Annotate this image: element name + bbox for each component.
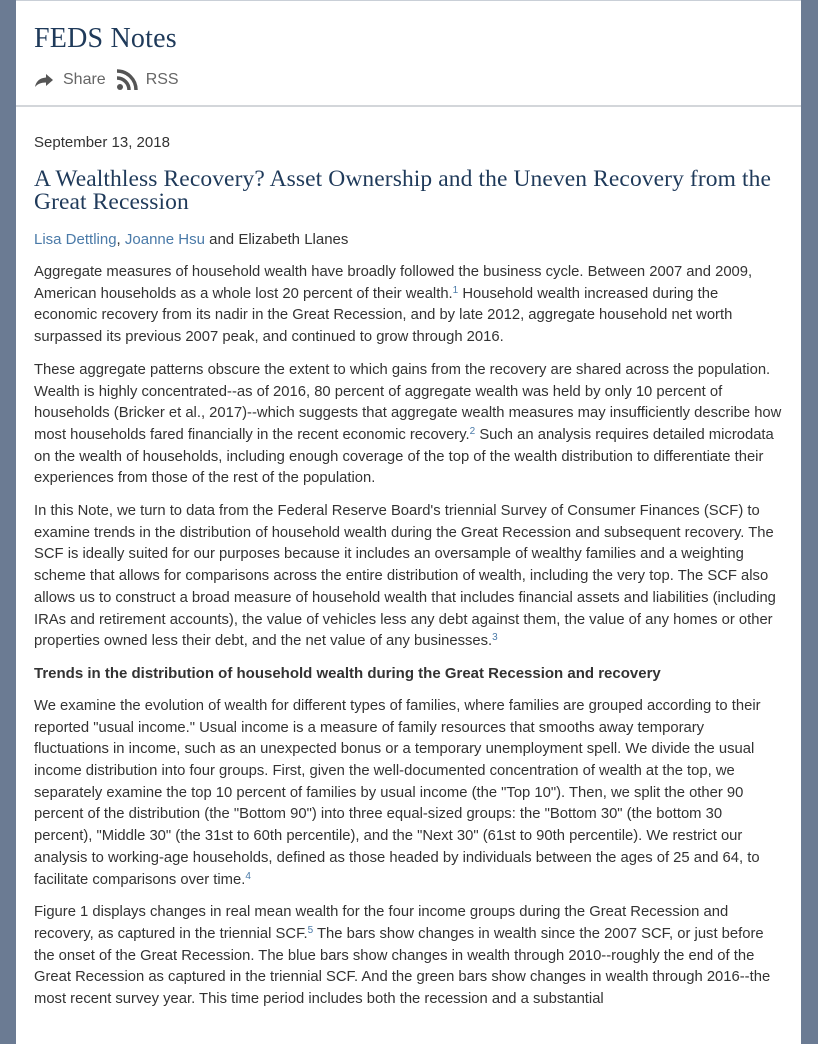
author-separator: , xyxy=(116,231,125,248)
article-date: September 13, 2018 xyxy=(34,134,170,151)
footnote-link-2[interactable]: 2 xyxy=(469,425,476,437)
article-authors xyxy=(34,230,783,250)
paragraph-text: Figure 1 displays changes in real mean wealth for the four income groups during the Great Recession and recovery, as captured in the triennial SCF. xyxy=(34,904,729,942)
footnote-link-1[interactable]: 1 xyxy=(452,284,459,296)
page xyxy=(16,0,801,1044)
rss-label: RSS xyxy=(145,71,179,88)
article-title: A Wealthless Recovery? Asset Ownership and the Uneven Recovery from the Great Recession xyxy=(34,166,771,215)
share-arrow-icon xyxy=(34,72,54,88)
paragraph-text: We examine the evolution of wealth for different types of families, where families are grouped according to their reported "usual income." Usual income is a measure of family resources that smooths away temporary fluctuations in income, such as an unexpected bonus or a temporary unemployment spell. We divide the usual income distribution into four groups. First, given the well-documented concentration of wealth at the top, we separately examine the top 10 percent of families by usual income (the "Top 10"). Then, we split the other 90 percent of the distribution (the "Bottom 90") into three equal-sized groups: the "Bottom 30" (the bottom 30 percent), "Middle 30" (the 31st to 60th percentile), and the "Next 30" (61st to 90th percentile). We restrict our analysis to working-age households, defined as those headed by individuals between the ages of 25 and 64, to facilitate comparisons over time. xyxy=(34,697,761,888)
paragraph-text: These aggregate patterns obscure the extent to which gains from the recovery are shared across the population. Wealth is highly concentrated--as of 2016, 80 percent of aggregate wealth was held by only 10 percent of households (Bricker et al., 2017)--which suggests that aggregate wealth measures may insufficiently describe how most households fared financially in the recent economic recovery. xyxy=(34,361,782,443)
section-heading: Trends in the distribution of household wealth during the Great Recession and recovery xyxy=(34,664,661,682)
site-title[interactable]: FEDS Notes xyxy=(34,23,177,54)
site-header xyxy=(16,1,801,107)
rss-icon xyxy=(116,69,138,91)
article xyxy=(16,107,801,1011)
paragraph-4 xyxy=(34,696,783,891)
paragraph-1 xyxy=(34,262,783,349)
share-label: Share xyxy=(63,71,106,88)
paragraph-text: Household wealth increased during the economic recovery from its nadir in the Great Recession, and by late 2012, aggregate household net worth surpassed its previous 2007 peak, and continued to grow through 2016. xyxy=(34,285,733,346)
footnote-link-3[interactable]: 3 xyxy=(492,632,498,644)
author-rest: and Elizabeth Llanes xyxy=(204,231,349,248)
paragraph-2 xyxy=(34,360,783,490)
paragraph-text: In this Note, we turn to data from the Federal Reserve Board's triennial Survey of Consumer Finances (SCF) to examine trends in the distribution of household wealth during the Great Recession and subsequent recovery. The SCF is ideally suited for our purposes because it includes an oversample of wealthy families and a weighting scheme that allows for comparisons across the entire distribution of wealth, including the very top. The SCF also allows us to construct a broad measure of household wealth that includes financial assets and liabilities (including IRAs and retirement accounts), the value of vehicles less any debt against them, the value of any homes or other properties owned less their debt, and the net value of any businesses. xyxy=(34,503,776,650)
share-toolbar xyxy=(34,69,179,91)
share-button[interactable] xyxy=(34,71,116,89)
paragraph-3 xyxy=(34,501,783,653)
paragraph-5 xyxy=(34,902,783,1011)
footnote-link-4[interactable]: 4 xyxy=(245,870,251,882)
author-link-lisa-dettling[interactable]: Lisa Dettling xyxy=(34,231,117,248)
paragraph-text: Aggregate measures of household wealth have broadly followed the business cycle. Between 2007 and 2009, American households as a whole lost 20 percent of their wealth. xyxy=(34,264,753,302)
paragraph-text: Such an analysis requires detailed microdata on the wealth of households, including enough coverage of the top of the wealth distribution to differentiate their experiences from those of the rest of the population. xyxy=(34,426,774,487)
footnote-link-5[interactable]: 5 xyxy=(307,924,314,936)
paragraph-text: The bars show changes in wealth since the 2007 SCF, or just before the onset of the Great Recession. The blue bars show changes in wealth through 2010--roughly the end of the Great Recession as captured in the triennial SCF. And the green bars show changes in wealth through 2016--the most recent survey year. This time period includes both the recession and a substantial xyxy=(34,925,771,1008)
rss-button[interactable] xyxy=(116,69,179,91)
author-link-joanne-hsu[interactable]: Joanne Hsu xyxy=(124,231,205,248)
